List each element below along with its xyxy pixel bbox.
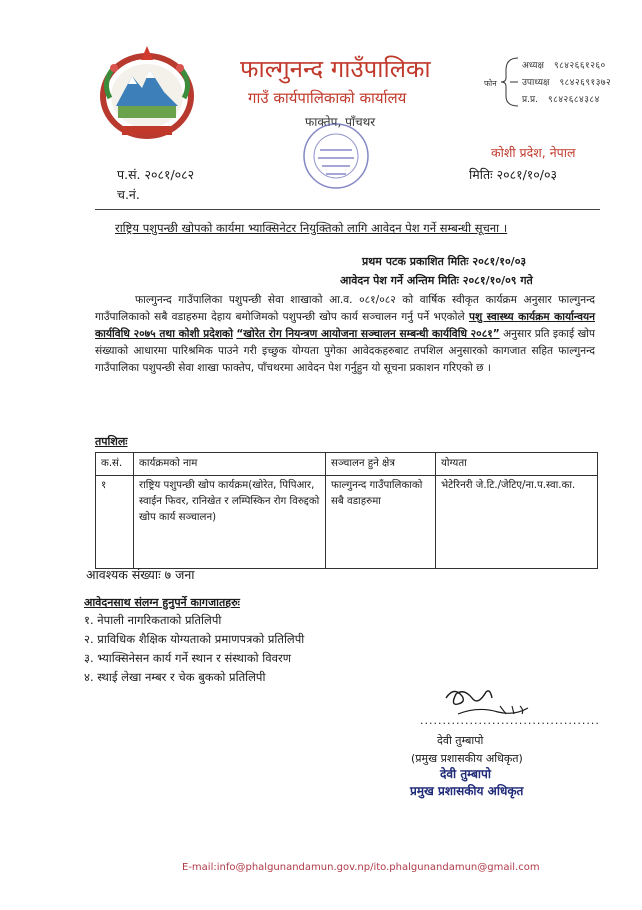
stamp-name: देवी तुम्बापो: [440, 767, 491, 781]
cell-area: फाल्गुनन्द गाउँपालिकाको सबै वडाहरुमा: [326, 476, 436, 569]
required-count: आवश्यक संख्याः ७ जना: [86, 567, 195, 582]
phone-chairperson: अध्यक्ष ९८४२६६१२६०: [522, 61, 606, 71]
office-name: गाउँ कार्यपालिकाको कार्यालय: [248, 89, 407, 107]
phone-list: [522, 58, 611, 109]
notice-body: फाल्गुनन्द गाउँपालिका पशुपन्छी सेवा शाखाको आ.व. ०८१/०८२ को वार्षिक स्वीकृत कार्यक्रम अनुसार फाल्गुनन्द गाउँपालिकाको सबै वडाहरुमा देहाय बमोजिमको पशुपन्छी खोप कार्य सञ्चालन गर्नु पर्ने भएकोले पशु स्वास्थ्य कार्यक्रम कार्यान्वयन कार्यविधि २०७५ तथा कोशी प्रदेशको “खोरेत रोग नियन्त्रण आयोजना सञ्चालन सम्बन्धी कार्यविधि २०८१” अनुसार प्रति इकाई खोप संख्याको आधारमा पारिश्रमिक पाउने गरी इच्छुक योग्यता पुगेका आवेदकहरुबाट तपशिल अनुसारको कागजात सहित फाल्गुनन्द गाउँपालिका पशुपन्छी सेवा शाखा फाक्तेप, पाँचथरमा आवेदन पेश गर्नुहुन यो सूचना प्रकाशन गरिएको छ ।: [95, 294, 596, 374]
col-qualification: योग्यता: [436, 453, 598, 476]
reference-number: प.सं. २०८१/०८२: [117, 167, 195, 182]
province: कोशी प्रदेश, नेपाल: [491, 145, 576, 160]
list-item: ४. स्थाई लेखा नम्बर र चेक बुकको प्रतिलिपी: [84, 670, 266, 684]
documents-title: आवेदनसाथ संलग्न हुनुपर्ने कागजातहरुः: [84, 596, 240, 609]
col-program-name: कार्यक्रमको नाम: [134, 453, 326, 476]
list-item: १. नेपाली नागरिकताको प्रतिलिपी: [84, 613, 222, 627]
header-divider: [95, 209, 600, 210]
phone-brace-icon: [500, 56, 520, 108]
signatory-title: (प्रमुख प्रशासकीय अधिकृत): [411, 752, 523, 765]
documents-list: [84, 611, 304, 687]
notice-subject: राष्ट्रिय पशुपन्छी खोपको कार्यमा भ्याक्सिनेटर नियुक्तिको लागि आवेदन पेश गर्ने सम्बन्धी सूचना ।: [115, 221, 508, 235]
nepal-emblem-icon: [92, 44, 202, 142]
details-label: तपशिलः: [95, 435, 128, 448]
col-serial: क.सं.: [96, 453, 134, 476]
org-name: फाल्गुनन्द गाउँपालिका: [240, 55, 431, 83]
footer-email: E-mail:info@phalgunandamun.gov.np/ito.phalgunandamun@gmail.com: [182, 862, 540, 873]
col-area: सञ्चालन हुने क्षेत्र: [326, 453, 436, 476]
dispatch-number: च.नं.: [117, 187, 140, 202]
list-item: २. प्राविधिक शैक्षिक योग्यताको प्रमाणपत्रको प्रतिलिपी: [84, 632, 305, 646]
phone-cao: प्र.प्र. ९८४२६८४३८४: [522, 95, 600, 105]
stamp-title: प्रमुख प्रशासकीय अधिकृत: [410, 784, 524, 798]
phone-vice-chairperson: उपाध्यक्ष ९८४२६९१३७२: [522, 78, 612, 88]
program-table: [95, 452, 598, 569]
signatory-name: देवी तुम्बापो: [437, 734, 484, 747]
office-seal-stamp: [300, 120, 372, 192]
first-published-date: प्रथम पटक प्रकाशित मितिः २०८१/१०/०३: [362, 255, 527, 268]
list-item: ३. भ्याक्सिनेसन कार्य गर्ने स्थान र संस्थाको विवरण: [84, 651, 292, 665]
application-deadline: आवेदन पेश गर्ने अन्तिम मितिः २०८१/१०/०९ गते: [340, 274, 533, 287]
cell-serial: १: [96, 476, 134, 569]
cell-qualification: भेटेरिनरी जे.टि./जेटिए/ना.प.स्वा.का.: [436, 476, 598, 569]
office-address: फाक्तेप, पाँचथर: [305, 115, 376, 129]
signature-line: ........................................: [420, 714, 600, 727]
phone-label: फोन: [484, 79, 497, 88]
table-row: [96, 476, 598, 569]
letter-date: मितिः २०८१/१०/०३: [469, 167, 557, 182]
cell-program-name: राष्ट्रिय पशुपन्छी खोप कार्यक्रम(खोरेत, पिपिआर, स्वाईन फिवर, रानिखेत र लम्पिस्किन रोग विरुद्दको खोप कार्य सञ्चालन): [134, 476, 326, 569]
table-header-row: [96, 453, 598, 476]
